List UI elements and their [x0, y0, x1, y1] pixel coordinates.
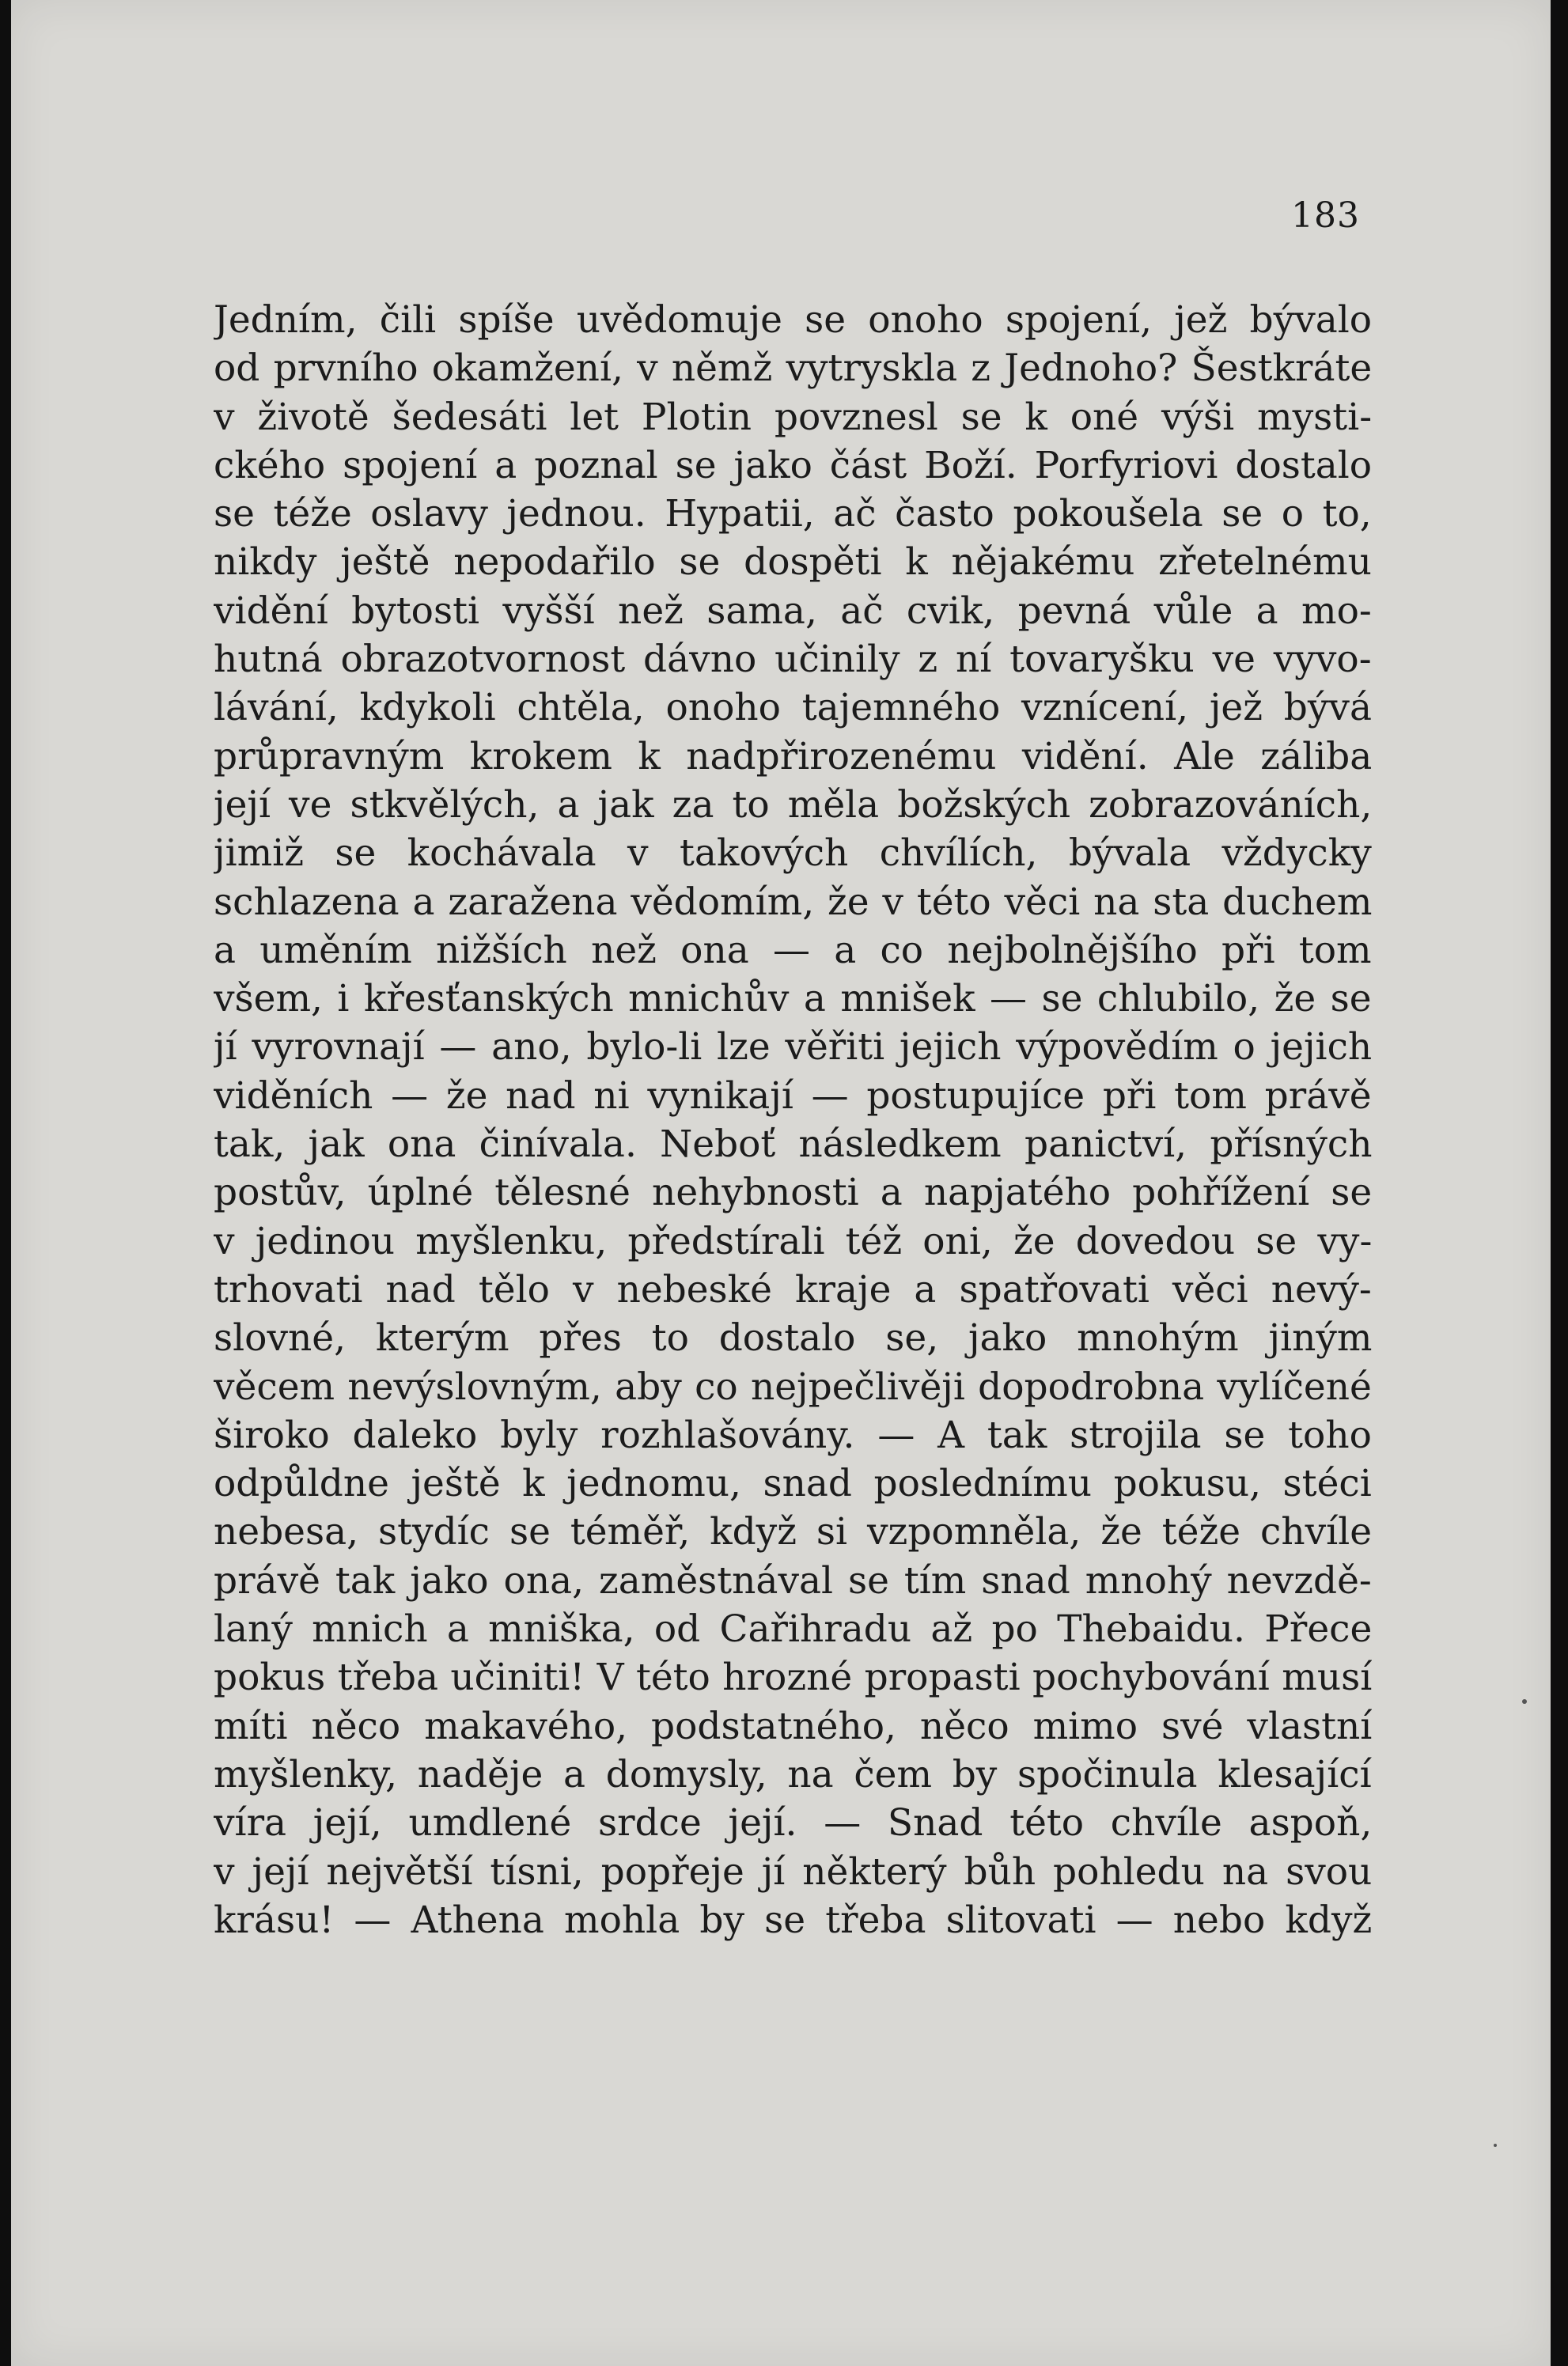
- text-line: pokus třeba učiniti! V této hrozné propasti pochybování musí: [214, 1656, 1372, 1700]
- text-line: vidění bytosti vyšší než sama, ač cvik, pevná vůle a mo-: [214, 589, 1372, 633]
- text-line: postův, úplné tělesné nehybnosti a napjatého pohřížení se: [214, 1171, 1372, 1215]
- text-line: lávání, kdykoli chtěla, onoho tajemného vznícení, jež bývá: [214, 686, 1372, 730]
- text-line: a uměním nižších než ona — a co nejbolnějšího při tom: [214, 928, 1372, 972]
- text-line: hutná obrazotvornost dávno učinily z ní tovaryšku ve vyvo-: [214, 638, 1372, 682]
- text-line: myšlenky, naděje a domysly, na čem by spočinula klesající: [214, 1752, 1372, 1796]
- book-page: [11, 0, 1551, 2366]
- text-line: v životě šedesáti let Plotin povznesl se k oné výši mysti-: [214, 395, 1372, 439]
- text-line: všem, i křesťanských mnichův a mnišek — se chlubilo, že se: [214, 977, 1372, 1021]
- text-line: tak, jak ona činívala. Neboť následkem panictví, přísných: [214, 1122, 1372, 1167]
- text-line: její ve stkvělých, a jak za to měla božských zobrazováních,: [214, 782, 1372, 827]
- text-line: krásu! — Athena mohla by se třeba slitovati — nebo když: [214, 1898, 1372, 1942]
- text-line: míti něco makavého, podstatného, něco mimo své vlastní: [214, 1704, 1372, 1748]
- page-number: 183: [1291, 195, 1360, 236]
- text-line: nikdy ještě nepodařilo se dospěti k nějakému zřetelnému: [214, 540, 1372, 585]
- text-line: jimiž se kochávala v takových chvílích, bývala vždycky: [214, 831, 1372, 876]
- text-line: věcem nevýslovným, aby co nejpečlivěji dopodrobna vylíčené: [214, 1365, 1372, 1409]
- text-line: slovné, kterým přes to dostalo se, jako mnohým jiným: [214, 1316, 1372, 1361]
- text-line: jí vyrovnají — ano, bylo-li lze věřiti jejich výpovědím o jejich: [214, 1025, 1372, 1069]
- text-line: odpůldne ještě k jednomu, snad poslednímu pokusu, stéci: [214, 1462, 1372, 1506]
- text-line: víra její, umdlené srdce její. — Snad této chvíle aspoň,: [214, 1801, 1372, 1845]
- text-line: nebesa, stydíc se téměř, když si vzpomněla, že téže chvíle: [214, 1510, 1372, 1554]
- text-line: trhovati nad tělo v nebeské kraje a spatřovati věci nevý-: [214, 1267, 1372, 1312]
- text-line: se téže oslavy jednou. Hypatii, ač často pokoušela se o to,: [214, 492, 1372, 536]
- text-line: viděních — že nad ni vynikají — postupujíce při tom právě: [214, 1073, 1372, 1118]
- text-line: Jedním, čili spíše uvědomuje se onoho spojení, jež bývalo: [214, 298, 1372, 342]
- text-line: laný mnich a mniška, od Cařihradu až po Thebaidu. Přece: [214, 1607, 1372, 1652]
- text-line: široko daleko byly rozhlašovány. — A tak strojila se toho: [214, 1413, 1372, 1457]
- text-line: ckého spojení a poznal se jako část Boží. Porfyriovi dostalo: [214, 443, 1372, 487]
- page-speck: [1494, 2144, 1497, 2147]
- text-line: průpravným krokem k nadpřirozenému vidění. Ale záliba: [214, 734, 1372, 778]
- text-line: schlazena a zaražena vědomím, že v této věci na sta duchem: [214, 880, 1372, 924]
- body-text: [214, 296, 1372, 1944]
- text-line: právě tak jako ona, zaměstnával se tím snad mnohý nevzdě-: [214, 1558, 1372, 1603]
- text-line: v její největší tísni, popřeje jí některý bůh pohledu na svou: [214, 1849, 1372, 1894]
- text-line: v jedinou myšlenku, předstírali též oni, že dovedou se vy-: [214, 1219, 1372, 1263]
- page-speck: [1522, 1699, 1527, 1704]
- text-line: od prvního okamžení, v němž vytryskla z Jednoho? Šestkráte: [214, 346, 1372, 391]
